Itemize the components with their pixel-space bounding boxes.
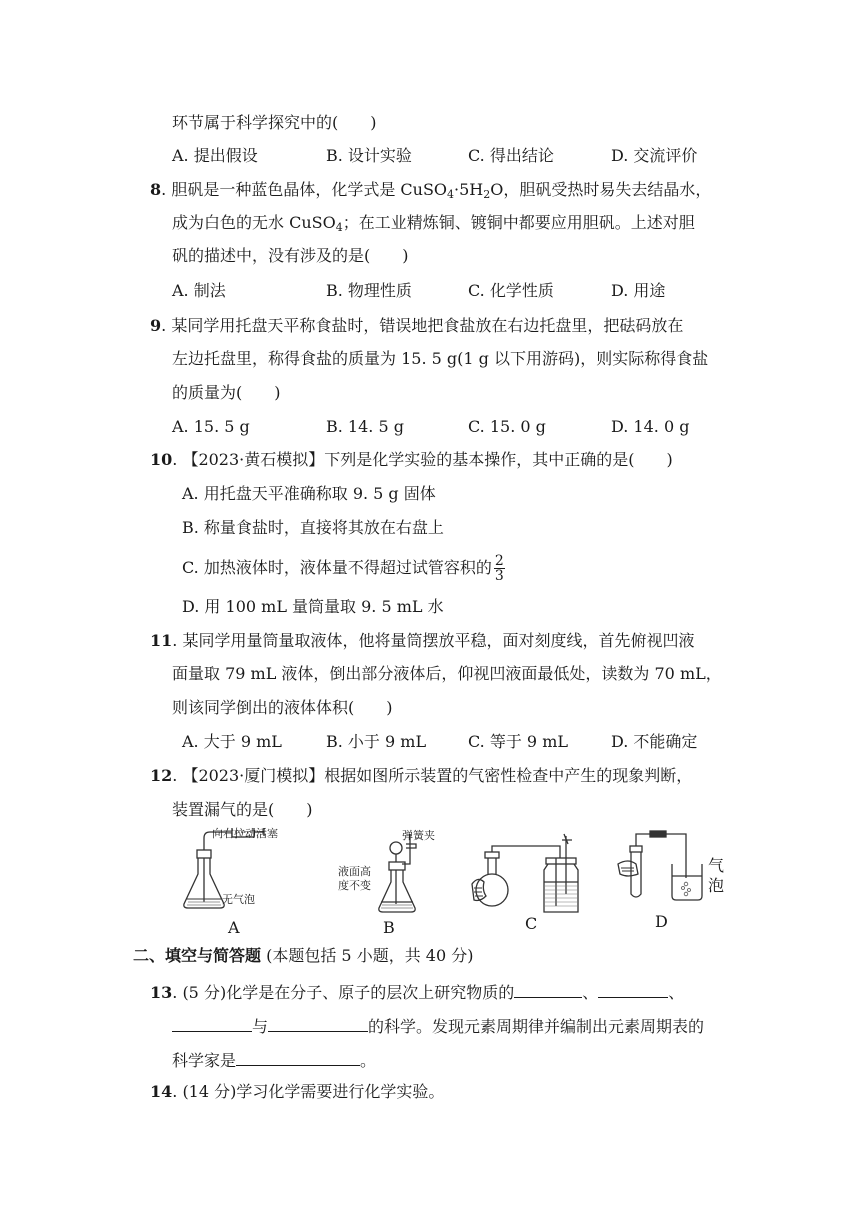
q8-stem-line3: 矾的描述中，没有涉及的是( ) xyxy=(172,246,409,265)
q12-stem-line1 xyxy=(150,766,692,786)
section-title: 二、填空与简答题 xyxy=(133,946,262,965)
q13-text-end: 。 xyxy=(360,1051,377,1070)
q13-stem-line1 xyxy=(150,981,684,1003)
q10-text: . 【2023·黄石模拟】下列是化学实验的基本操作，其中正确的是( ) xyxy=(172,450,673,469)
q8-option-c[interactable]: C. 化学性质 xyxy=(468,281,554,300)
q13-blank-5[interactable] xyxy=(236,1049,360,1066)
q13-blank-2[interactable] xyxy=(598,981,668,998)
q10-option-b[interactable]: B. 称量食盐时，直接将其放在右盘上 xyxy=(182,518,444,537)
figure-b-caption-2: 液面高 xyxy=(338,865,371,878)
q11-option-c[interactable]: C. 等于 9 mL xyxy=(468,732,568,751)
q10-option-a[interactable]: A. 用托盘天平准确称取 9. 5 g 固体 xyxy=(182,484,436,503)
q7-option-a[interactable]: A. 提出假设 xyxy=(172,146,258,165)
q8-subscript: 4 xyxy=(447,188,455,201)
figure-d-apparatus[interactable] xyxy=(614,828,704,908)
q13-text-and: 与 xyxy=(252,1017,269,1036)
q7-stem-tail: 环节属于科学探究中的( ) xyxy=(172,113,377,132)
q10-option-c-text: C. 加热液体时，液体量不得超过试管容积的 xyxy=(182,558,492,577)
figure-d-label[interactable]: D xyxy=(655,912,668,931)
q13-text-c: 科学家是 xyxy=(172,1051,237,1070)
q8-option-d[interactable]: D. 用途 xyxy=(611,281,666,300)
q7-option-c[interactable]: C. 得出结论 xyxy=(468,146,554,165)
q13-stem-line2 xyxy=(172,1015,704,1037)
q8-subscript: 2 xyxy=(483,188,491,201)
q8-text-a: . 胆矾是一种蓝色晶体，化学式是 CuSO xyxy=(161,180,448,199)
q11-option-b[interactable]: B. 小于 9 mL xyxy=(326,732,427,751)
q10-number: 10 xyxy=(150,450,173,469)
q7-option-d[interactable]: D. 交流评价 xyxy=(611,146,698,165)
hand-testtube-beaker-icon xyxy=(614,828,704,908)
q13-separator: 、 xyxy=(582,983,599,1002)
q12-text: . 【2023·厦门模拟】根据如图所示装置的气密性检查中产生的现象判断， xyxy=(172,766,693,785)
q12-number: 12 xyxy=(150,766,173,785)
q9-option-c[interactable]: C. 15. 0 g xyxy=(468,417,546,436)
hand-flask-bottle-icon xyxy=(468,830,594,914)
section-note: (本题包括 5 小题，共 40 分) xyxy=(261,946,474,965)
q11-option-a[interactable]: A. 大于 9 mL xyxy=(182,732,282,751)
q9-stem-line2: 左边托盘里，称得食盐的质量为 15. 5 g(1 g 以下用游码)，则实际称得食盐 xyxy=(172,349,709,368)
q11-stem-line1 xyxy=(150,631,694,651)
q8-text-d: 成为白色的无水 CuSO xyxy=(172,213,336,232)
q10-option-c[interactable] xyxy=(182,552,505,584)
q13-number: 13 xyxy=(150,983,173,1002)
q13-blank-1[interactable] xyxy=(514,981,582,998)
q11-stem-line2: 面量取 79 mL 液体，倒出部分液体后，仰视凹液面最低处，读数为 70 mL， xyxy=(172,664,722,683)
q11-option-d[interactable]: D. 不能确定 xyxy=(611,732,698,751)
q11-number: 11 xyxy=(150,631,173,650)
q10-stem xyxy=(150,450,673,470)
q9-option-d[interactable]: D. 14. 0 g xyxy=(611,417,690,436)
q11-stem-line3: 则该同学倒出的液体体积( ) xyxy=(172,698,393,717)
q14-stem xyxy=(150,1082,444,1102)
q8-option-a[interactable]: A. 制法 xyxy=(172,281,226,300)
q8-text-e: ；在工业精炼铜、镀铜中都要应用胆矾。上述对胆 xyxy=(342,213,695,232)
q9-option-b[interactable]: B. 14. 5 g xyxy=(326,417,404,436)
q8-option-b[interactable]: B. 物理性质 xyxy=(326,281,412,300)
figure-a-caption-1: 向右拉动活塞 xyxy=(212,827,278,840)
q8-stem-line2 xyxy=(172,213,695,233)
q13-stem-line3 xyxy=(172,1049,376,1071)
figure-b-caption-clamp: 弹簧夹 xyxy=(402,829,435,842)
figure-d-caption-1: 气 xyxy=(708,856,725,875)
figure-d-caption-2: 泡 xyxy=(708,876,725,895)
q9-number: 9 xyxy=(150,316,162,335)
figure-b-caption-3: 度不变 xyxy=(338,879,371,892)
figure-a-label[interactable]: A xyxy=(228,918,240,937)
figure-b-label[interactable]: B xyxy=(383,918,395,937)
q8-text-c: O，胆矾受热时易失去结晶水， xyxy=(490,180,712,199)
q13-blank-4[interactable] xyxy=(268,1015,368,1032)
q10-option-d[interactable]: D. 用 100 mL 量筒量取 9. 5 mL 水 xyxy=(182,597,444,616)
figure-b-apparatus[interactable] xyxy=(376,830,446,930)
flask-clamp-icon xyxy=(376,830,446,930)
q9-option-a[interactable]: A. 15. 5 g xyxy=(172,417,250,436)
q14-number: 14 xyxy=(150,1082,173,1101)
q8-subscript: 4 xyxy=(335,221,343,234)
figure-a-caption-2: 无气泡 xyxy=(222,893,255,906)
figure-c-apparatus[interactable] xyxy=(468,830,594,914)
q9-stem-line1 xyxy=(150,316,683,336)
q8-text-b: ·5H xyxy=(454,180,484,199)
q12-stem-line2: 装置漏气的是( ) xyxy=(172,800,313,819)
q13-blank-3[interactable] xyxy=(172,1015,252,1032)
q13-text-b: 的科学。发现元素周期律并编制出元素周期表的 xyxy=(368,1017,705,1036)
q11-text: . 某同学用量筒量取液体，他将量筒摆放平稳，面对刻度线，首先俯视凹液 xyxy=(172,631,695,650)
q9-text: . 某同学用托盘天平称食盐时，错误地把食盐放在右边托盘里，把砝码放在 xyxy=(161,316,684,335)
fraction xyxy=(494,554,505,583)
q13-text-a: . (5 分)化学是在分子、原子的层次上研究物质的 xyxy=(172,983,515,1002)
q7-option-b[interactable]: B. 设计实验 xyxy=(326,146,412,165)
figure-c-label[interactable]: C xyxy=(525,914,538,933)
q9-stem-line3: 的质量为( ) xyxy=(172,383,281,402)
fraction-numerator: 2 xyxy=(494,553,504,569)
section-heading xyxy=(133,946,473,966)
fraction-denominator: 3 xyxy=(494,568,504,584)
q13-separator: 、 xyxy=(668,983,685,1002)
q8-number: 8 xyxy=(150,180,162,199)
q8-stem-line1 xyxy=(150,180,711,200)
q14-text: . (14 分)学习化学需要进行化学实验。 xyxy=(172,1082,445,1101)
